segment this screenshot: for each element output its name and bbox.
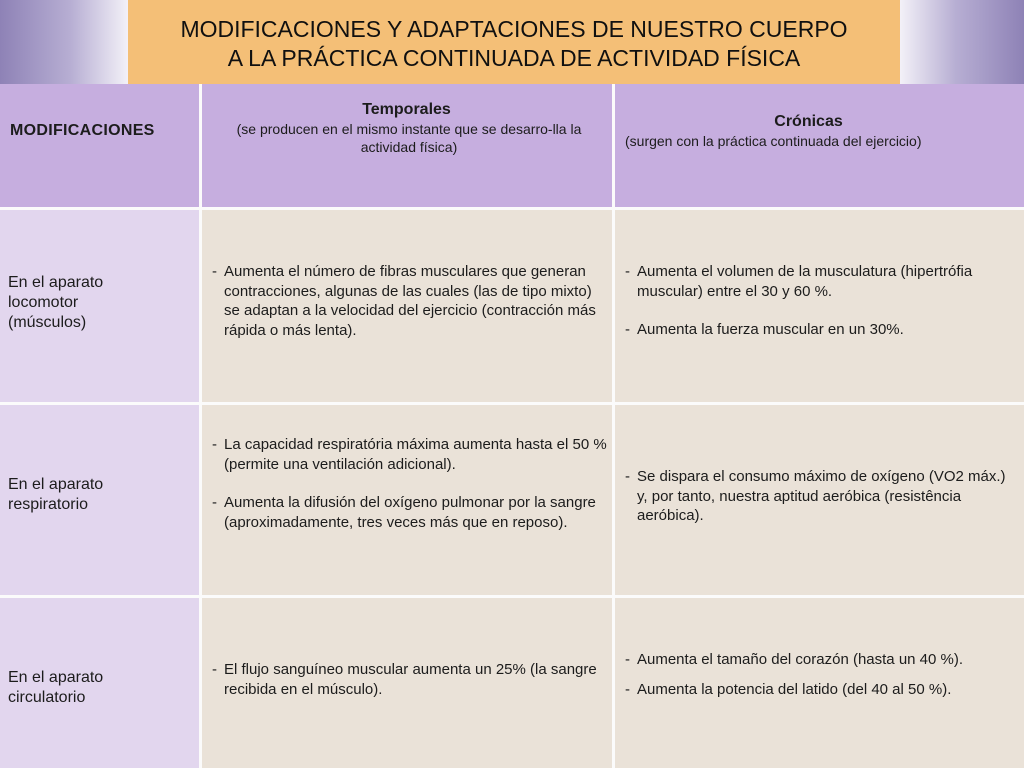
row-label-locomotor: [0, 208, 200, 403]
list-item-text: Aumenta la potencia del latido (del 40 al 50 %).: [637, 680, 952, 698]
list-item: - El flujo sanguíneo muscular aumenta un 25% (la sangre recibida en el músculo).: [212, 661, 597, 698]
row-circulatorio-temporales: [200, 596, 613, 768]
header-modificaciones: MODIFICACIONES: [0, 84, 200, 208]
row-divider: [0, 207, 1024, 210]
list-item-text: Aumenta el número de fibras musculares que generan contracciones, algunas de las cuales (las de tipo mixto) se adaptan a la velocidad del ejercicio (contracción más rápida o más lenta).: [224, 263, 596, 339]
row-divider: [0, 595, 1024, 598]
row-circulatorio-cronicas: [613, 596, 1024, 768]
modifications-table: [0, 84, 1024, 768]
list-item-text: La capacidad respiratória máxima aumenta hasta el 50 % (permite una ventilación adicional).: [224, 436, 607, 473]
row-respiratorio-temporales: [200, 403, 613, 596]
row-label-text: En el aparato circulatorio: [8, 669, 104, 706]
row-label-circulatorio: [0, 596, 200, 768]
list-item-text: Se dispara el consumo máximo de oxígeno (VO2 máx.) y, por tanto, nuestra aptitud aeróbica (resistência aeróbica).: [637, 468, 1006, 524]
list-item: - Aumenta el tamaño del corazón (hasta un 40 %).: [625, 651, 964, 668]
row-locomotor-temporales: [200, 208, 613, 403]
header-temporales-title: Temporales: [362, 101, 451, 118]
header-temporales-subtitle: (se producen en el mismo instante que se desarro-lla la actividad física): [236, 121, 582, 155]
header-temporales: [200, 84, 613, 208]
header-cronicas-title: Crónicas: [774, 113, 843, 130]
list-item: - Aumenta la difusión del oxígeno pulmonar por la sangre (aproximadamente, tres veces más que en reposo).: [212, 494, 596, 531]
row-label-text: En el aparato locomotor (músculos): [8, 274, 104, 331]
slide-title-line1: MODIFICACIONES Y ADAPTACIONES DE NUESTRO CUERPO: [180, 15, 848, 42]
list-item: - Aumenta el número de fibras musculares que generan contracciones, algunas de las cuales (las de tipo mixto) se adaptan a la velocidad del ejercicio (contracción más rápida o más lenta).: [212, 263, 596, 339]
list-item-text: Aumenta el tamaño del corazón (hasta un 40 %).: [637, 651, 964, 668]
row-label-respiratorio: [0, 403, 200, 596]
column-divider: [612, 84, 615, 768]
row-label-text: En el aparato respiratorio: [8, 476, 104, 513]
list-item: - La capacidad respiratória máxima aumenta hasta el 50 % (permite una ventilación adicional).: [212, 436, 607, 473]
slide-title-line2: A LA PRÁCTICA CONTINUADA DE ACTIVIDAD FÍSICA: [227, 44, 801, 71]
slide-title: [128, 0, 900, 84]
list-item-text: El flujo sanguíneo muscular aumenta un 25% (la sangre recibida en el músculo).: [224, 661, 597, 698]
list-item: - Aumenta el volumen de la musculatura (hipertrófia muscular) entre el 30 y 60 %.: [625, 263, 973, 300]
list-item-text: Aumenta la fuerza muscular en un 30%.: [637, 321, 904, 338]
row-divider: [0, 402, 1024, 405]
side-decoration-right: [900, 0, 1024, 84]
list-item: - Aumenta la potencia del latido (del 40 al 50 %).: [625, 680, 952, 698]
row-locomotor-cronicas: [613, 208, 1024, 403]
list-item-text: Aumenta el volumen de la musculatura (hipertrófia muscular) entre el 30 y 60 %.: [637, 263, 973, 300]
column-divider: [199, 84, 202, 768]
list-item: - Aumenta la fuerza muscular en un 30%.: [625, 321, 904, 338]
list-item: - Se dispara el consumo máximo de oxígeno (VO2 máx.) y, por tanto, nuestra aptitud aeróbica (resistência aeróbica).: [625, 468, 1006, 524]
row-respiratorio-cronicas: [613, 403, 1024, 596]
header-cronicas-subtitle: (surgen con la práctica continuada del ejercicio): [625, 133, 922, 149]
header-cronicas: [613, 84, 1024, 208]
list-item-text: Aumenta la difusión del oxígeno pulmonar por la sangre (aproximadamente, tres veces más que en reposo).: [224, 494, 596, 531]
side-decoration-left: [0, 0, 128, 84]
